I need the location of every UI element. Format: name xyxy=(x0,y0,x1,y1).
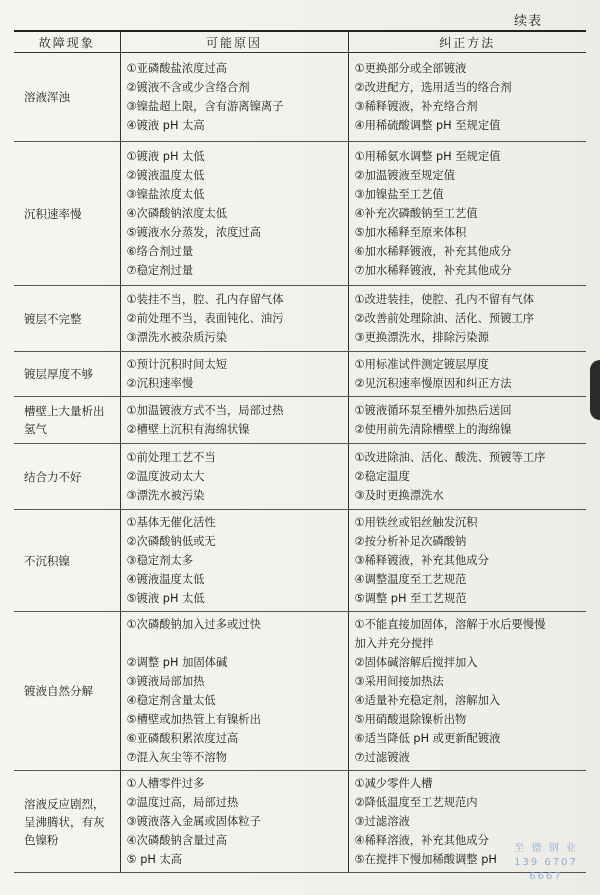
fix-item: ⑤加水稀释至原来体积 xyxy=(354,226,467,239)
cause-item: ④镀液温度太低 xyxy=(126,573,205,586)
fix-item: ⑤在搅拌下慢加稀酸调整 pH xyxy=(354,853,497,866)
cause-item: ④次磷酸钠浓度太低 xyxy=(126,207,228,220)
cause-item: ②镀液不含或少含络合剂 xyxy=(126,81,250,94)
fix-cell xyxy=(348,510,586,612)
fix-list xyxy=(355,355,583,393)
symptom-cell: 沉积速率慢 xyxy=(14,142,120,286)
table-row xyxy=(14,397,586,444)
cause-item: ⑤镀液水分蒸发，浓度过高 xyxy=(126,226,261,239)
cause-item: ①人槽零件过多 xyxy=(126,777,205,790)
watermark-company: 至 德 钢 业 xyxy=(514,843,578,854)
cause-item: ①次磷酸钠加入过多或过快 xyxy=(126,618,261,631)
fix-item: ①减少零件人槽 xyxy=(354,777,433,790)
fix-item: ④调整温度至工艺规范 xyxy=(354,573,467,586)
fix-item: ①用铁丝或铝丝触发沉积 xyxy=(354,516,478,529)
fix-item: ②加温镀液至规定值 xyxy=(354,169,456,182)
table-row xyxy=(14,612,586,771)
cause-item: ③漂洗水被污染 xyxy=(126,489,205,502)
fix-list xyxy=(355,513,583,608)
cause-item: ④稳定剂含量太低 xyxy=(126,694,216,707)
cause-cell xyxy=(120,53,348,142)
cause-item: ②调整 pH 加固体碱 xyxy=(126,656,228,669)
fix-item: ①改进装挂，使腔、孔内不留有气体 xyxy=(354,293,535,306)
table-row xyxy=(14,53,586,142)
fix-item: ①用标准试件测定镀层厚度 xyxy=(354,358,489,371)
fix-list xyxy=(355,401,583,439)
fix-cell xyxy=(348,53,586,142)
fix-item: ①改进除油、活化、酸洗、预镀等工序 xyxy=(354,451,546,464)
cause-item: ④镀液 pH 太高 xyxy=(126,119,205,132)
fix-item: ②降低温度至工艺规范内 xyxy=(354,796,478,809)
column-header-cause: 可能原因 xyxy=(120,31,348,53)
cause-item: ③镀液落入金属或固体粒子 xyxy=(126,815,261,828)
fault-table xyxy=(14,30,586,873)
cause-item: ①预计沉积时间太短 xyxy=(126,358,228,371)
table-row xyxy=(14,444,586,510)
cause-item: ⑤槽壁或加热管上有镍析出 xyxy=(126,713,261,726)
symptom-cell: 镀层不完整 xyxy=(14,286,120,352)
table-body xyxy=(14,53,586,873)
fix-item: ②固体碱溶解后搅拌加入 xyxy=(354,656,478,669)
fix-cell xyxy=(348,352,586,397)
fix-cell xyxy=(348,142,586,286)
fix-item: ⑤用硝酸退除镍析出物 xyxy=(354,713,467,726)
fix-item: ③及时更换漂洗水 xyxy=(354,489,444,502)
watermark xyxy=(496,842,596,884)
cause-list xyxy=(127,355,344,393)
fix-item: ⑥适当降低 pH 或更新配镀液 xyxy=(354,732,501,745)
cause-item: ⑤ pH 太高 xyxy=(126,853,183,866)
cause-list xyxy=(127,774,344,869)
fix-item: ④适量补充稳定剂，溶解加入 xyxy=(354,694,501,707)
cause-item: ③稳定剂太多 xyxy=(126,554,194,567)
cause-list xyxy=(127,513,344,608)
column-header-fix: 纠正方法 xyxy=(348,31,586,53)
cause-item: ⑤镀液 pH 太低 xyxy=(126,592,205,605)
fix-item: ③加镍盐至工艺值 xyxy=(354,188,444,201)
cause-item: ⑦稳定剂过量 xyxy=(126,264,194,277)
symptom-cell: 镀液自然分解 xyxy=(14,612,120,771)
cause-list xyxy=(127,401,344,439)
cause-item: ②沉积速率慢 xyxy=(126,377,194,390)
continued-label: 续表 xyxy=(513,14,542,29)
cause-item: ③漂洗水被杂质污染 xyxy=(126,331,228,344)
fix-list xyxy=(355,615,583,767)
watermark-phone: 139 6707 6667 xyxy=(514,857,578,882)
cause-cell xyxy=(120,771,348,873)
cause-item: ②槽壁上沉积有海绵状镍 xyxy=(126,423,250,436)
fix-item: ⑤调整 pH 至工艺规范 xyxy=(354,592,467,605)
cause-cell xyxy=(120,286,348,352)
fix-cell xyxy=(348,286,586,352)
fix-item: ②改善前处理除油、活化、预镀工序 xyxy=(354,312,535,325)
fix-item: ⑥加水稀释镀液，补充其他成分 xyxy=(354,245,512,258)
cause-item: ①亚磷酸盐浓度过高 xyxy=(126,62,228,75)
fix-item: ①镀液循环泵至槽外加热后送回 xyxy=(354,404,512,417)
cause-cell xyxy=(120,612,348,771)
cause-list xyxy=(127,147,344,280)
cause-item: ①前处理工艺不当 xyxy=(126,451,216,464)
fix-list xyxy=(355,448,583,505)
page-edge-tab xyxy=(590,360,600,420)
fix-item: ①用稀氨水调整 pH 至规定值 xyxy=(354,150,501,163)
cause-cell xyxy=(120,397,348,444)
cause-item: ①装挂不当，腔、孔内存留气体 xyxy=(126,293,284,306)
fault-table-wrapper xyxy=(14,30,586,873)
fix-item: ②稳定温度 xyxy=(354,470,410,483)
cause-item: ①加温镀液方式不当，局部过热 xyxy=(126,404,284,417)
fix-item: ④稀释溶液，补充其他成分 xyxy=(354,834,489,847)
fix-list xyxy=(355,59,583,135)
fix-item: ③过滤溶液 xyxy=(354,815,410,828)
fix-item: ②见沉积速率慢原因和纠正方法 xyxy=(354,377,512,390)
fix-item: ①更换部分或全部镀液 xyxy=(354,62,467,75)
fix-item: ④用稀硫酸调整 pH 至规定值 xyxy=(354,119,501,132)
fix-item: ③稀释镀液，补充络合剂 xyxy=(354,100,478,113)
symptom-cell: 溶液反应剧烈，呈沸腾状，有灰色镍粉 xyxy=(14,771,120,873)
column-header-symptom: 故障现象 xyxy=(14,31,120,53)
symptom-cell: 结合力不好 xyxy=(14,444,120,510)
table-row xyxy=(14,142,586,286)
cause-list xyxy=(127,615,344,767)
fix-item: ③更换漂洗水，排除污染源 xyxy=(354,331,489,344)
table-row xyxy=(14,352,586,397)
fix-item: ④补充次磷酸钠至工艺值 xyxy=(354,207,478,220)
fix-item: ②改进配方，选用适当的络合剂 xyxy=(354,81,512,94)
fix-item: ②使用前先清除槽壁上的海绵镍 xyxy=(354,423,512,436)
fix-item: ②按分析补足次磷酸钠 xyxy=(354,535,467,548)
table-header xyxy=(14,31,586,53)
fix-list xyxy=(355,147,583,280)
cause-list xyxy=(127,448,344,505)
cause-item: ③镀液局部加热 xyxy=(126,675,205,688)
fix-item: ③稀释镀液，补充其他成分 xyxy=(354,554,489,567)
cause-item: ②温度波动太大 xyxy=(126,470,205,483)
cause-item: ⑥亚磷酸积累浓度过高 xyxy=(126,732,239,745)
cause-item: ②镀液温度太低 xyxy=(126,169,205,182)
cause-item: ②次磷酸钠低或无 xyxy=(126,535,216,548)
cause-item xyxy=(127,634,344,653)
fix-item: ⑦加水稀释镀液，补充其他成分 xyxy=(354,264,512,277)
cause-item: ④次磷酸钠含量过高 xyxy=(126,834,228,847)
cause-item: ②前处理不当，表面钝化、油污 xyxy=(126,312,284,325)
symptom-cell: 镀层厚度不够 xyxy=(14,352,120,397)
cause-item: ①镀液 pH 太低 xyxy=(126,150,205,163)
cause-list xyxy=(127,290,344,347)
cause-list xyxy=(127,59,344,135)
table-row xyxy=(14,510,586,612)
fix-cell xyxy=(348,397,586,444)
fix-cell xyxy=(348,444,586,510)
fix-list xyxy=(355,290,583,347)
fix-item: ③采用间接加热法 xyxy=(354,675,444,688)
cause-item: ⑥络合剂过量 xyxy=(126,245,194,258)
fix-cell xyxy=(348,612,586,771)
cause-item: ②温度过高，局部过热 xyxy=(126,796,239,809)
cause-cell xyxy=(120,444,348,510)
cause-item: ①基体无催化活性 xyxy=(126,516,216,529)
symptom-cell: 槽壁上大量析出氢气 xyxy=(14,397,120,444)
cause-cell xyxy=(120,352,348,397)
cause-item: ③镍盐浓度太低 xyxy=(126,188,205,201)
cause-item: ③镍盐超上限，含有游离镍离子 xyxy=(126,100,284,113)
table-row xyxy=(14,286,586,352)
cause-cell xyxy=(120,142,348,286)
fix-item: 加入并充分搅拌 xyxy=(354,637,434,650)
symptom-cell: 溶液浑浊 xyxy=(14,53,120,142)
symptom-cell: 不沉积镍 xyxy=(14,510,120,612)
cause-item: ⑦混入灰尘等不溶物 xyxy=(126,751,228,764)
fix-item: ⑦过滤镀液 xyxy=(354,751,410,764)
cause-cell xyxy=(120,510,348,612)
fix-item: ①不能直接加固体，溶解于水后要慢慢 xyxy=(354,618,546,631)
